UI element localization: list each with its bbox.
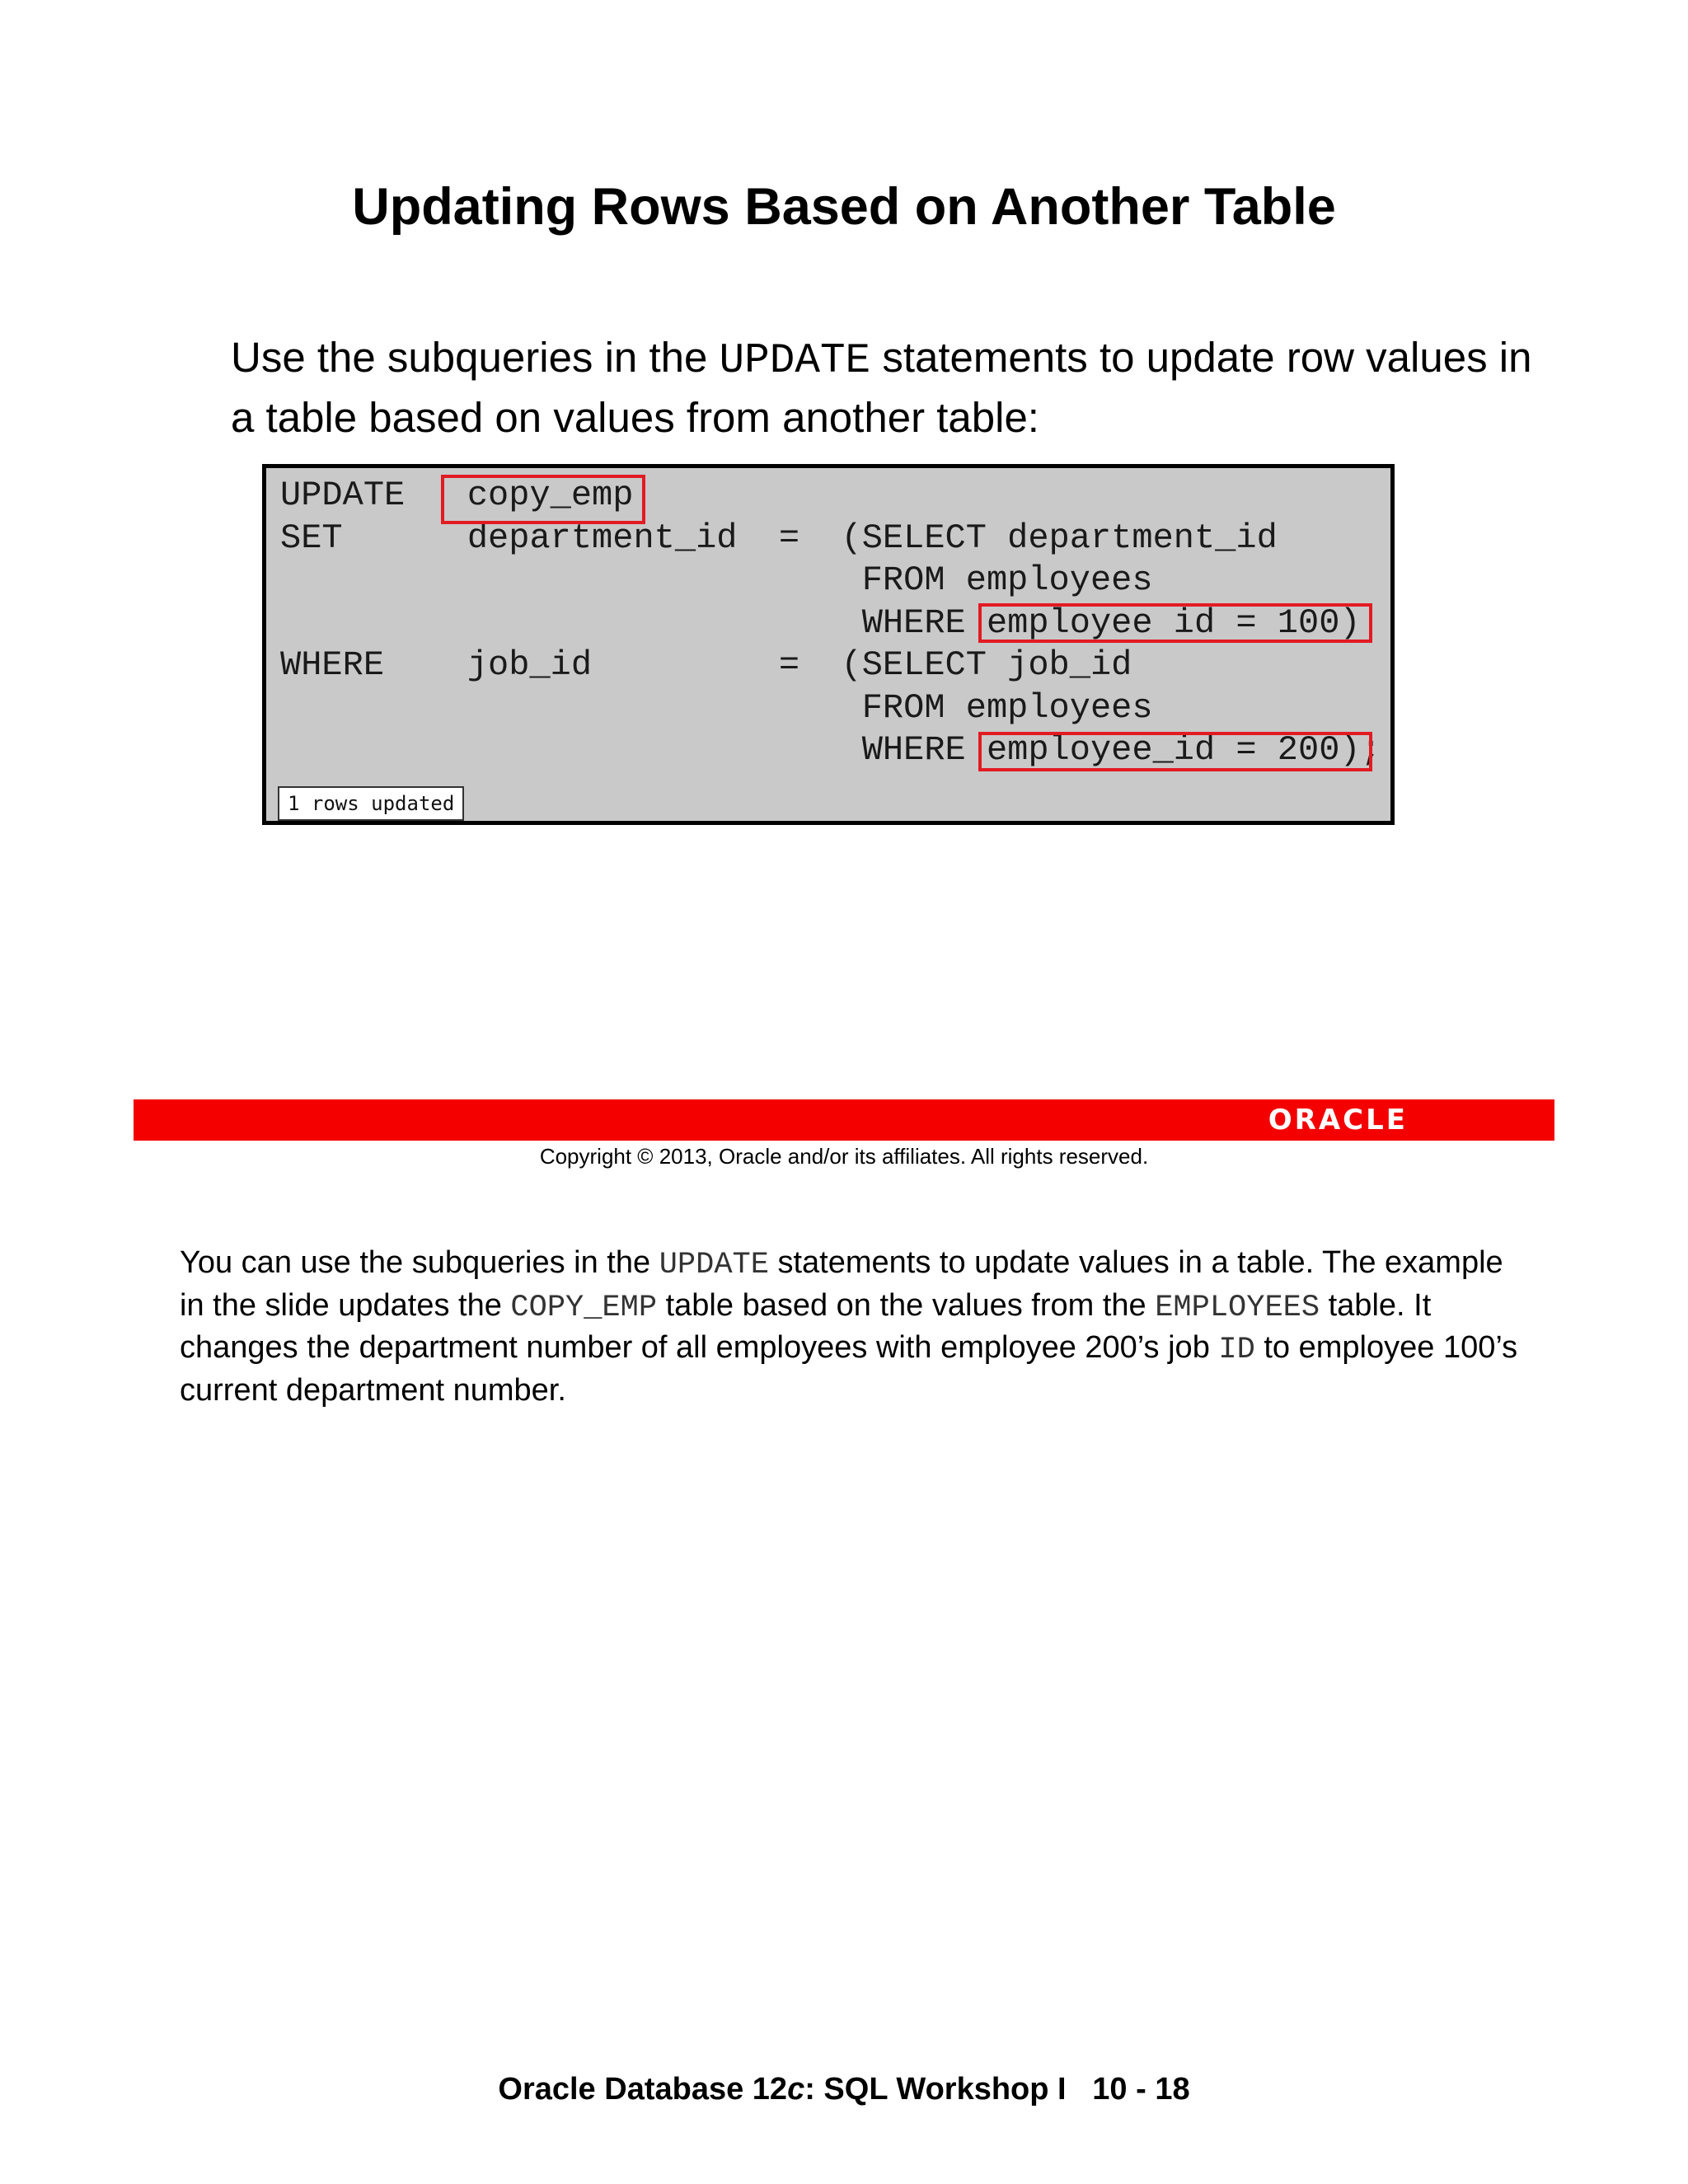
footer-product-italic: c bbox=[787, 2072, 805, 2107]
oracle-logo: ORACLE bbox=[1268, 1104, 1408, 1137]
footer-course: : SQL Workshop I bbox=[804, 2072, 1067, 2107]
notes-text-1: You can use the subqueries in the bbox=[180, 1245, 659, 1280]
notes-text-3: table based on the values from the bbox=[657, 1287, 1156, 1323]
intro-code-update: UPDATE bbox=[719, 338, 871, 385]
sql-code-box bbox=[262, 464, 1395, 825]
code-line-6: FROM employees bbox=[280, 687, 1153, 728]
highlight-employee-id-200 bbox=[978, 732, 1372, 771]
code-line-7: WHERE employee_id = 200); bbox=[280, 730, 1381, 770]
notes-code-update: UPDATE bbox=[659, 1248, 769, 1282]
notes-paragraph bbox=[180, 1243, 1531, 1410]
notes-text-2: statements to update values in a table. The example in the slide updates the bbox=[180, 1245, 1503, 1323]
intro-text-2: statements to update row values in a table based on values from another table: bbox=[231, 334, 1532, 441]
notes-text-4: table. It changes the department number of all employees with employee 200’s job bbox=[180, 1287, 1432, 1365]
slide-title: Updating Rows Based on Another Table bbox=[352, 178, 1336, 236]
page-footer bbox=[0, 2072, 1688, 2107]
slide-intro bbox=[231, 330, 1533, 446]
copyright-text: Copyright © 2013, Oracle and/or its affiliates. All rights reserved. bbox=[539, 1144, 1149, 1169]
notes-text-5: to employee 100’s current department number. bbox=[180, 1330, 1518, 1408]
oracle-banner bbox=[134, 1099, 1554, 1141]
rows-updated-badge: 1 rows updated bbox=[278, 786, 464, 821]
notes-code-employees: EMPLOYEES bbox=[1155, 1290, 1320, 1325]
code-line-3: FROM employees bbox=[280, 560, 1153, 600]
footer-product: Oracle Database 12 bbox=[498, 2072, 788, 2107]
notes-code-copy-emp: COPY_EMP bbox=[510, 1290, 658, 1325]
code-line-2: SET department_id = (SELECT department_id bbox=[280, 518, 1278, 558]
notes-code-id: ID bbox=[1218, 1333, 1255, 1367]
highlight-copy-emp bbox=[441, 475, 645, 524]
code-line-5: WHERE job_id = (SELECT job_id bbox=[280, 645, 1132, 685]
code-line-4: WHERE employee id = 100) bbox=[280, 602, 1361, 643]
footer-page-number: 10 - 18 bbox=[1092, 2072, 1190, 2107]
code-line-1: UPDATE copy_emp bbox=[280, 476, 634, 515]
intro-text-1: Use the subqueries in the bbox=[231, 334, 720, 381]
highlight-employee-id-100 bbox=[978, 603, 1372, 643]
